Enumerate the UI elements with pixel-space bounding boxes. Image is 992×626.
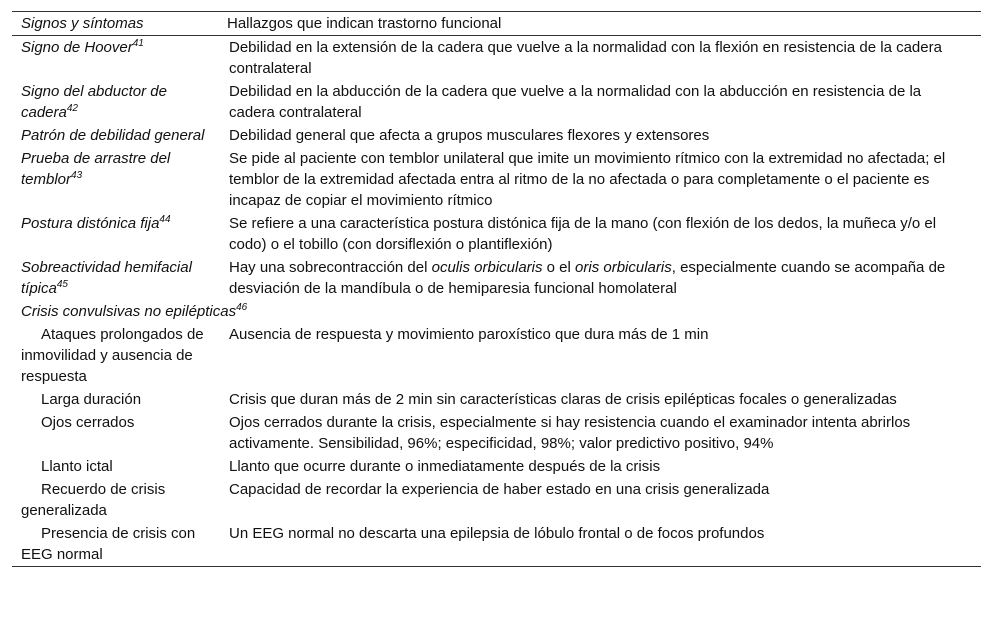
sign-name: Signo del abductor de cadera <box>21 83 167 121</box>
section-row <box>12 300 981 323</box>
header-signs: Signos y síntomas <box>21 15 144 32</box>
table-row <box>12 80 981 124</box>
header-row <box>12 12 981 36</box>
sub-sign-cell: Ojos cerrados <box>41 414 135 431</box>
sub-sign-cell: Recuerdo de crisis generalizada <box>21 481 166 519</box>
sub-sign-cell: Llanto ictal <box>41 458 113 475</box>
finding-text: o el <box>542 259 576 276</box>
table-row <box>12 323 981 388</box>
finding-cell: Ausencia de respuesta y movimiento paroxístico que dura más de 1 min <box>229 326 709 343</box>
term-oris: oris orbicularis <box>575 259 672 276</box>
table-row <box>12 36 981 81</box>
table-body <box>12 36 981 567</box>
reference-number: 43 <box>71 170 83 181</box>
reference-number: 46 <box>236 302 248 313</box>
reference-number: 44 <box>159 214 171 225</box>
table-row <box>12 411 981 455</box>
reference-number: 45 <box>56 279 68 290</box>
finding-cell: Crisis que duran más de 2 min sin características claras de crisis epilépticas focales o generalizadas <box>229 391 897 408</box>
section-title-cell <box>12 300 981 323</box>
finding-text: Hay una sobrecontracción del <box>229 259 432 276</box>
sign-name: Prueba de arrastre del temblor <box>21 150 171 188</box>
table-row <box>12 147 981 212</box>
table-row <box>12 124 981 147</box>
finding-cell: Debilidad en la abducción de la cadera que vuelve a la normalidad con la abducción en resistencia de la cadera contralateral <box>229 83 922 121</box>
functional-signs-table <box>12 11 981 567</box>
finding-cell: Un EEG normal no descarta una epilepsia de lóbulo frontal o de focos profundos <box>229 525 765 542</box>
table-row <box>12 388 981 411</box>
finding-cell: Capacidad de recordar la experiencia de haber estado en una crisis generalizada <box>229 481 770 498</box>
sign-name: Postura distónica fija <box>21 215 160 232</box>
table-row <box>12 522 981 567</box>
finding-cell: Llanto que ocurre durante o inmediatamente después de la crisis <box>229 458 661 475</box>
sign-cell <box>12 212 227 256</box>
finding-cell <box>227 256 981 300</box>
sub-sign-cell: Presencia de crisis con EEG normal <box>21 525 196 563</box>
header-findings: Hallazgos que indican trastorno funcional <box>227 15 502 32</box>
sign-cell <box>12 147 227 212</box>
reference-number: 42 <box>66 103 78 114</box>
sign-name: Sobreactividad hemifacial típica <box>21 259 192 297</box>
sign-cell <box>12 36 227 81</box>
finding-cell: Ojos cerrados durante la crisis, especialmente si hay resistencia cuando el examinador intenta abrirlos activamente. Sensibilidad, 96%; especificidad, 98%; valor predictivo positivo, 94% <box>229 414 911 452</box>
finding-text: , especialmente cuando se acompaña de desviación de la mandíbula o de hemiparesia funcional homolateral <box>229 259 946 297</box>
sub-sign-cell: Larga duración <box>41 391 142 408</box>
finding-cell: Se refiere a una característica postura distónica fija de la mano (con flexión de los dedos, la muñeca y/o el codo) o el tobillo (con dorsiflexión o plantiflexión) <box>229 215 937 253</box>
table-row <box>12 455 981 478</box>
sub-sign-cell: Ataques prolongados de inmovilidad y ausencia de respuesta <box>21 326 204 385</box>
table-header <box>12 12 981 36</box>
sign-cell <box>12 124 227 147</box>
sign-cell <box>12 256 227 300</box>
table-row <box>12 256 981 300</box>
sign-name: Patrón de debilidad general <box>21 127 205 144</box>
sign-cell <box>12 80 227 124</box>
term-oculis: oculis orbicularis <box>431 259 543 276</box>
sign-name: Signo de Hoover <box>21 39 133 56</box>
finding-cell: Debilidad en la extensión de la cadera que vuelve a la normalidad con la flexión en resistencia de la cadera contralateral <box>229 39 942 77</box>
reference-number: 41 <box>132 38 144 49</box>
section-title: Crisis convulsivas no epilépticas <box>21 303 237 320</box>
table-row <box>12 212 981 256</box>
finding-cell: Debilidad general que afecta a grupos musculares flexores y extensores <box>229 127 710 144</box>
finding-cell: Se pide al paciente con temblor unilateral que imite un movimiento rítmico con la extremidad no afectada; el temblor de la extremidad afectada entra al ritmo de la no afectada o para completamente o el paciente es incapaz de copiar el movimiento rítmico <box>229 150 946 209</box>
table-row <box>12 478 981 522</box>
